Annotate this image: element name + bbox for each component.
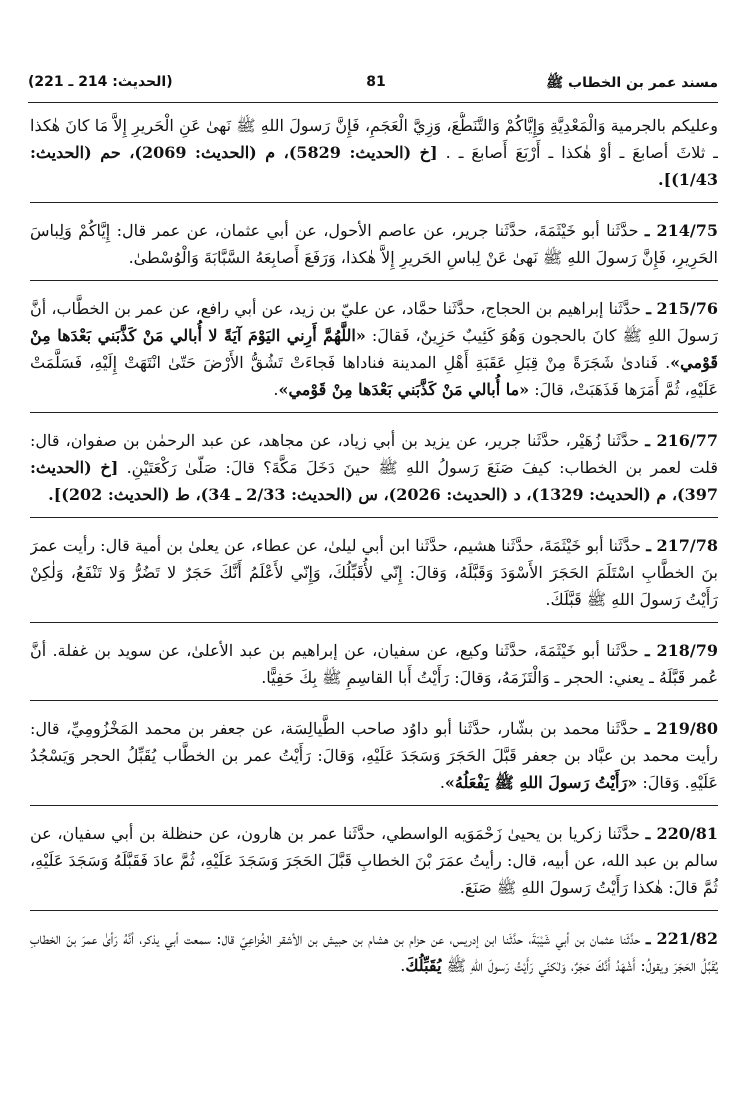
hadith-text: حدَّثَنا أبو خَيْثَمَةَ، حدَّثَنا جرير، عن عاصم الأحول، عن أبي عثمان، عن عمر قال: إِيَّاكُمْ وَلِباسَ الحَرِيرِ، فَإِنَّ رَسولَ اللهِ ﷺ نَهىٰ عَنْ لِباسِ الحَريرِ إِلاَّ هٰكذا، وَرَفَعَ أَصابِعَهُ السَّبَّابَةَ وَالْوُسْطىٰ. <box>30 221 718 267</box>
hadith-221: 221/82 ـ حدَّثَنا عثمان بن أبي شَيْبَةَ، حدَّثَنا ابن إدريس، عن حزام بن هشام بن حبيش بن الأشقر الخُزاعِيّ قال: سمعت أبي يذكر، أنَّهُ رَأىٰ عمرَ بنَ الخطابِ يُقَبِّلُ الحَجَرَ ويقولُ: أَشْهَدُ أَنَّكَ حَجَرٌ، وَلٰكنّي رَأَيْتُ رَسولَ اللهِ ﷺ يُقَبِّلُكَ. <box>30 929 718 975</box>
hadith-text: حدَّثَنا زكريا بن يحيىٰ زَحْمَوَيه الواسطي، حدَّثَنا عمر بن هارون، عن حنظلة بن أبي سفيان، عن سالم بن عبد الله، عن أبيه، قال: رأيتُ عمَرَ بْنَ الخطابِ قَبَّلَ الحَجَرَ وَسَجَدَ عَلَيْهِ، ثُمَّ عادَ فَقَبَّلَهُ وَسَجَدَ عَلَيْهِ، ثُمَّ قالَ: هٰكذا رَأَيْتُ رَسولَ اللهِ ﷺ صَنَعَ. <box>30 824 718 897</box>
hadith-number: 218/79 ـ <box>644 641 718 660</box>
prophetic-saying: «رَأَيْتُ رَسولَ اللهِ ﷺ يَفْعَلُهُ» <box>444 773 638 792</box>
hadith-216 <box>30 427 718 518</box>
hadith-text: حدَّثَنا أبو خَيْثَمَةَ، حدَّثَنا هشيم، حدَّثَنا ابن أبي ليلىٰ، عن عطاء، عن يعلىٰ بن أمية قال: رأيت عمرَ بنَ الخطَّابِ اسْتَلَمَ الحَجَرَ الأَسْوَدَ وَقَبَّلَهُ، وَقالَ: إِنّي لأُقَبِّلُكَ، وَإِنّي لأَعْلَمُ أَنَّكَ حَجَرٌ لا تَضُرُّ وَلا تَنْفَعُ، وَلٰكِنْ رَأَيْتُ رَسولَ اللهِ ﷺ قَبَّلَكَ. <box>30 536 718 609</box>
hadith-text-continued: . فَنادىٰ شَجَرَةً مِنْ قِبَلِ عَقَبَةِ أَهْلِ المدينة فناداها فَجاءَتْ تَشُقُّ الأَرْضَ حَتّىٰ انْتَهَتْ إِلَيْهِ، فَسَلَّمَتْ عَلَيْهِ، ثُمَّ أَمَرَها فَذَهَبَتْ، قالَ: <box>30 353 718 399</box>
page-number: 81 <box>366 74 386 90</box>
hadith-references: [خ (الحديث: 5829)، م (الحديث: 2069)، حم (الحديث: 1/43)]. <box>30 143 718 189</box>
prophetic-saying: يُقَبِّلُكَ <box>405 956 442 975</box>
hadith-text: حدَّثَنا محمد بن بشّار، حدَّثَنا أبو داوُد صاحب الطَّيالِسَة، عن جعفر بن محمد المَخْزُومِيِّ، قال: رأيت محمد بن عبَّاد بن جعفر قَبَّلَ الحَجَرَ وَسَجَدَ عَلَيْهِ، وَقالَ: رَأَيْتُ عمر بن الخطَّاب يُقَبِّلُ الحجر وَيَسْجُدُ عَلَيْهِ. وَقالَ: <box>30 719 718 792</box>
hadith-217 <box>30 532 718 623</box>
hadith-text: حدَّثَنا إبراهيم بن الحجاج، حدَّثَنا حمَّاد، عن عليّ بن زيد، عن أبي رافع، عن عمر بن الخطَّاب، أنَّ رَسولَ اللهِ ﷺ كانَ بالحجون وَهُوَ كَئِيبٌ حَزِينٌ، فَقالَ: <box>30 299 718 345</box>
page-header <box>28 72 718 98</box>
hadith-number: 215/76 ـ <box>646 299 718 318</box>
hadith-220 <box>30 820 718 911</box>
hadith-number: 220/81 ـ <box>645 824 718 843</box>
page-body <box>30 112 718 1088</box>
hadith-text: حدَّثَنا أبو خَيْثَمَةَ، حدَّثَنا وكيع، عن سفيان، عن إبراهيم بن عبد الأعلىٰ، عن سويد بن غفلة. أنَّ عُمر قَبَّلَهُ ـ يعني: الحجر ـ وَالْتَزَمَهُ، وَقالَ: رَأَيْتُ أَبا القاسِمِ ﷺ بِكَ حَفِيًّا. <box>30 641 718 687</box>
running-title: مسند عمر بن الخطاب ﷺ <box>546 75 718 91</box>
hadith-text: حدَّثَنا عثمان بن أبي شَيْبَةَ، حدَّثَنا ابن إدريس، عن حزام بن هشام بن حبيش بن الأشقر الخُزاعِيّ قال: سمعت أبي يذكر، أنَّهُ رَأىٰ عمرَ بنَ الخطابِ يُقَبِّلُ الحَجَرَ ويقولُ: أَشْهَدُ أَنَّكَ حَجَرٌ، وَلٰكنّي رَأَيْتُ رَسولَ اللهِ ﷺ <box>30 929 718 975</box>
prophetic-saying: «اللَّهُمَّ أَرِني اليَوْمَ آيَةً لا أُبالي مَنْ كَذَّبَني بَعْدَها مِنْ قَوْمي» <box>30 326 718 372</box>
hadith-number: 216/77 ـ <box>645 431 718 450</box>
hadith-continuation <box>30 112 718 203</box>
hadith-number: 219/80 ـ <box>644 719 718 738</box>
hadith-range: (الحديث: 214 ـ 221) <box>28 74 173 90</box>
hadith-number: 217/78 ـ <box>646 536 718 555</box>
hadith-214 <box>30 217 718 281</box>
header-rule <box>28 102 718 103</box>
hadith-215: 215/76 ـ حدَّثَنا إبراهيم بن الحجاج، حدَّثَنا حمَّاد، عن عليّ بن زيد، عن أبي رافع، عن عمر بن الخطَّاب، أنَّ رَسولَ اللهِ ﷺ كانَ بالحجون وَهُوَ كَئِيبٌ حَزِينٌ، فَقالَ: «اللَّهُمَّ أَرِني اليَوْمَ آيَةً لا أُبالي مَنْ كَذَّبَني بَعْدَها مِنْ قَوْمي». فَنادىٰ شَجَرَةً مِنْ قِبَلِ عَقَبَةِ أَهْلِ المدينة فناداها فَجاءَتْ تَشُقُّ الأَرْضَ حَتّىٰ انْتَهَتْ إِلَيْهِ، فَسَلَّمَتْ عَلَيْهِ، ثُمَّ أَمَرَها فَذَهَبَتْ، قالَ: «ما أُبالي مَنْ كَذَّبَني بَعْدَها مِنْ قَوْمي». <box>30 295 718 413</box>
hadith-text: وعليكم بالجرمية وَالْمَعْدِيَّةِ وَإِيَّاكُمْ وَالتَّنَطُّعَ، وَزِيَّ الْعَجَمِ، فَإِنَّ رَسولَ اللهِ ﷺ نَهىٰ عَنِ الْحَريرِ إِلاَّ مَا كانَ هٰكذا ـ ثلاثَ أصابعَ ـ أوْ هٰكذا ـ أَرْبَعَ أَصابعَ ـ . <box>30 116 718 162</box>
hadith-219: 219/80 ـ حدَّثَنا محمد بن بشّار، حدَّثَنا أبو داوُد صاحب الطَّيالِسَة، عن جعفر بن محمد المَخْزُومِيِّ، قال: رأيت محمد بن عبَّاد بن جعفر قَبَّلَ الحَجَرَ وَسَجَدَ عَلَيْهِ، وَقالَ: رَأَيْتُ عمر بن الخطَّاب يُقَبِّلُ الحجر وَيَسْجُدُ عَلَيْهِ. وَقالَ: «رَأَيْتُ رَسولَ اللهِ ﷺ يَفْعَلُهُ». <box>30 715 718 806</box>
hadith-218 <box>30 637 718 701</box>
prophetic-saying: «ما أُبالي مَنْ كَذَّبَني بَعْدَها مِنْ قَوْمي» <box>278 380 530 399</box>
hadith-references: [خ (الحديث: 397)، م (الحديث: 1329)، د (الحديث: 2026)، س (الحديث: 2/33 ـ 34)، ط (الحديث: 202)]. <box>30 458 718 504</box>
hadith-number: 214/75 ـ <box>644 221 718 240</box>
hadith-text: حدَّثَنا زُهَيْر، حدَّثَنا جرير، عن يزيد بن أبي زياد، عن مجاهد، عن عبد الرحمٰن بن صفوان، قال: قلت لعمر بن الخطاب: كيفَ صَنَعَ رَسولُ اللهِ ﷺ حينَ دَخَلَ مَكَّةَ؟ قالَ: صَلّىٰ رَكْعَتَيْنِ. <box>30 431 718 477</box>
hadith-number: 221/82 ـ <box>645 929 718 948</box>
